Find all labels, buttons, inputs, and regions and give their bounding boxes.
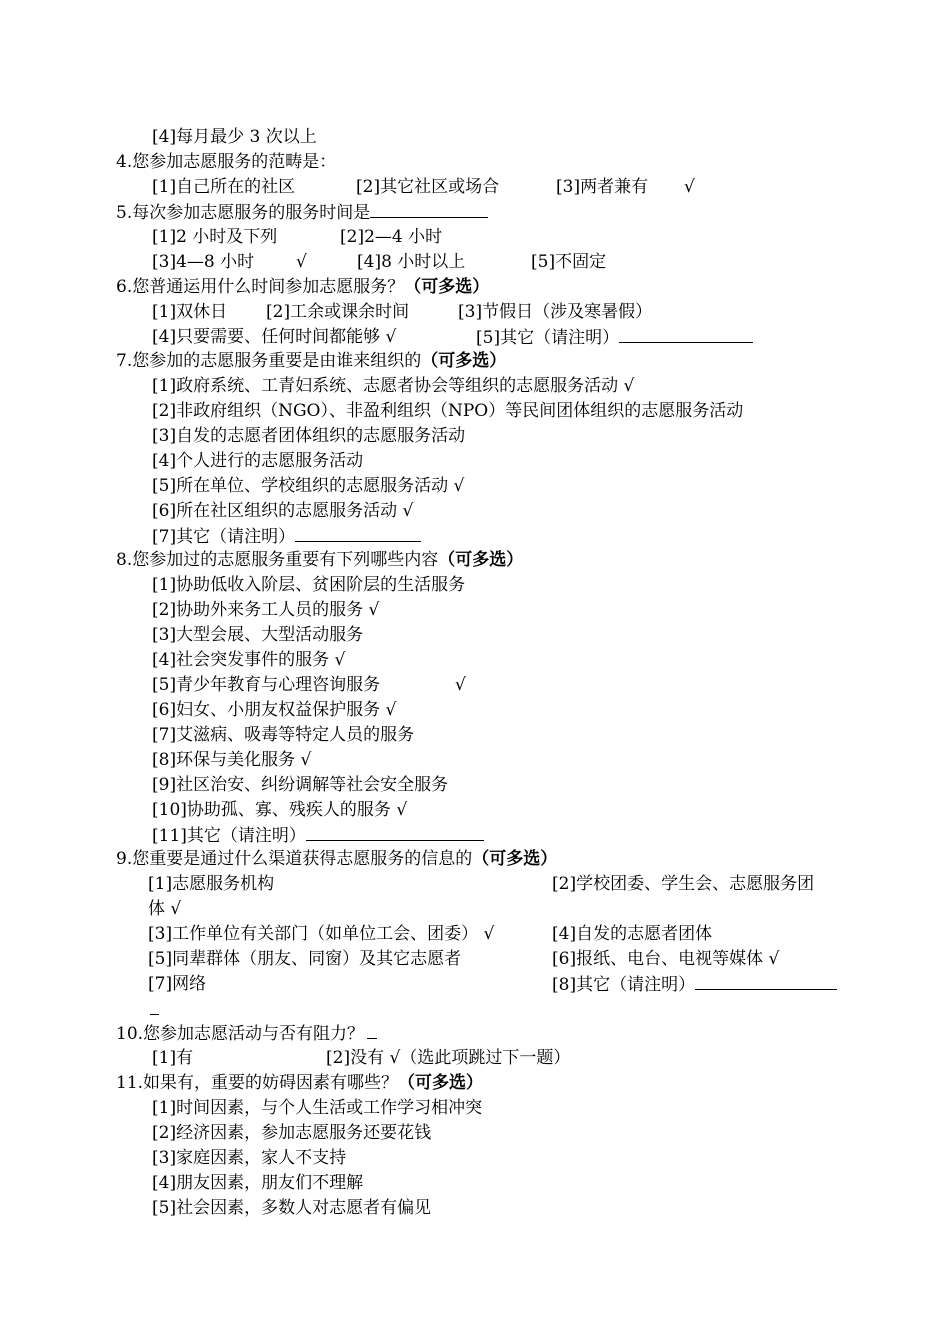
option-text: [2]没有 — [326, 1048, 385, 1068]
option-text: [4]8 小时以上 — [357, 252, 466, 272]
option-line — [152, 1197, 431, 1219]
option-line — [326, 1047, 570, 1069]
checkmark-icon: √ — [334, 650, 346, 670]
option-text: [5]所在单位、学校组织的志愿服务活动 — [152, 476, 449, 496]
option-line — [152, 699, 396, 721]
option-line — [552, 923, 712, 945]
option-text: [5]不固定 — [531, 252, 607, 272]
option-line — [152, 724, 414, 746]
checkmark-icon: √ — [684, 177, 695, 197]
option-text: [1]志愿服务机构 — [148, 874, 275, 894]
option-text: [1]政府系统、工青妇系统、志愿者协会等组织的志愿服务活动 — [152, 376, 619, 396]
option-text: [4]朋友因素，朋友们不理解 — [152, 1173, 364, 1193]
question-text: 4.您参加志愿服务的范畴是： — [116, 152, 337, 172]
option-line — [152, 425, 465, 447]
option-line — [148, 873, 274, 895]
option-text: [2]学校团委、学生会、志愿服务团 — [552, 874, 815, 894]
option-text: [1]2 小时及下列 — [152, 227, 278, 247]
answer-blank — [150, 998, 159, 1015]
option-line — [152, 500, 413, 522]
option-text: [3]两者兼有 — [556, 177, 649, 197]
option-line — [152, 1147, 346, 1169]
option-text: [9]社区治安、纠纷调解等社会安全服务 — [152, 775, 449, 795]
option-line — [340, 226, 442, 248]
option-line — [357, 251, 465, 273]
multi-select-label: （可多选） — [421, 351, 507, 371]
option-text: [5]同辈群体（朋友、同窗）及其它志愿者 — [148, 949, 462, 969]
option-text: [2]非政府组织（NGO）、非盈利组织（NPO）等民间团体组织的志愿服务活动 — [152, 401, 744, 421]
option-line — [152, 475, 464, 497]
question-8 — [116, 549, 523, 571]
option-line — [152, 574, 465, 596]
option-line — [152, 176, 295, 198]
checkmark-icon: √ — [170, 899, 182, 919]
option-text: [8]环保与美化服务 — [152, 750, 296, 770]
option-text: [6]所在社区组织的志愿服务活动 — [152, 501, 398, 521]
question-text: 10.您参加志愿活动与否有阻力？ — [116, 1024, 365, 1044]
question-4 — [116, 151, 336, 173]
option-line — [476, 326, 753, 349]
option-line — [152, 301, 227, 323]
option-text: [2]其它社区或场合 — [356, 177, 500, 197]
option-text: [3]家庭因素，家人不支持 — [152, 1148, 347, 1168]
question-6 — [116, 276, 489, 298]
checkmark-icon: √ — [623, 376, 635, 396]
option-line — [152, 226, 277, 248]
question-text: 5.每次参加志愿服务的服务时间是 — [116, 203, 371, 223]
question-9 — [116, 848, 557, 870]
option-text: [3]自发的志愿者团体组织的志愿服务活动 — [152, 426, 466, 446]
checkmark-icon: √ — [396, 800, 408, 820]
option-note: （选此项跳过下一题） — [400, 1048, 571, 1068]
checkmark-icon: √ — [402, 501, 414, 521]
answer-blank — [367, 1022, 377, 1039]
option-text: [7]网络 — [148, 974, 207, 994]
option-text: [6]报纸、电台、电视等媒体 — [552, 949, 764, 969]
multi-select-label: （可多选） — [438, 550, 524, 570]
option-line — [152, 251, 254, 273]
multi-select-label: （可多选） — [404, 277, 490, 297]
option-line — [266, 301, 409, 323]
option-text: 体 — [148, 899, 165, 919]
option-line — [152, 599, 379, 621]
option-line — [152, 649, 345, 671]
option-line — [152, 1097, 482, 1119]
checkmark-icon: √ — [455, 675, 466, 695]
option-line — [552, 973, 837, 996]
option-line — [152, 624, 363, 646]
option-text: [1]自己所在的社区 — [152, 177, 296, 197]
option-line — [152, 326, 396, 348]
checkmark-icon: √ — [483, 924, 495, 944]
answer-blank — [695, 973, 837, 990]
option-text: [4]只要需要、任何时间都能够 — [152, 327, 381, 347]
question-text: 11.如果有，重要的妨碍因素有哪些？ — [116, 1073, 399, 1093]
option-text: [2]工余或课余时间 — [266, 302, 410, 322]
question-7 — [116, 350, 506, 372]
option-line — [148, 898, 181, 920]
option-line — [152, 799, 407, 821]
option-line — [552, 873, 814, 895]
option-line — [552, 948, 779, 970]
option-text: [10]协助孤、寡、残疾人的服务 — [152, 800, 391, 820]
option-text: [1]协助低收入阶层、贫困阶层的生活服务 — [152, 575, 466, 595]
option-text: [5]社会因素，多数人对志愿者有偏见 — [152, 1198, 432, 1218]
question-10 — [116, 1022, 377, 1045]
checkmark-icon: √ — [368, 600, 380, 620]
option-text: [1]双休日 — [152, 302, 228, 322]
checkmark-icon: √ — [300, 750, 312, 770]
option-line — [356, 176, 499, 198]
option-line — [152, 824, 484, 847]
option-text: [1]有 — [152, 1048, 194, 1068]
option-text: [3]4—8 小时 — [152, 252, 255, 272]
option-text: [3]节假日（涉及寒暑假） — [458, 302, 653, 322]
checkmark-icon: √ — [453, 476, 465, 496]
option-line — [152, 674, 380, 696]
checkmark-icon: √ — [389, 1048, 401, 1068]
option-text: [7]其它（请注明） — [152, 527, 296, 547]
option-line — [148, 973, 206, 995]
multi-select-label: （可多选） — [472, 849, 558, 869]
question-text: 6.您普通运用什么时间参加志愿服务？ — [116, 277, 405, 297]
checkmark-icon: √ — [385, 327, 397, 347]
option-text: [3]工作单位有关部门（如单位工会、团委） — [148, 924, 479, 944]
option-text: [2]2—4 小时 — [340, 227, 443, 247]
option-line — [556, 176, 648, 198]
checkmark-icon: √ — [296, 252, 307, 272]
option-text: [6]妇女、小朋友权益保护服务 — [152, 700, 381, 720]
option-text: [4]每月最少 3 次以上 — [152, 127, 317, 147]
option-line — [152, 1122, 431, 1144]
option-line — [152, 1172, 363, 1194]
option-text: [5]青少年教育与心理咨询服务 — [152, 675, 381, 695]
question-text: 7.您参加的志愿服务重要是由谁来组织的 — [116, 351, 422, 371]
option-text: [2]经济因素，参加志愿服务还要花钱 — [152, 1123, 432, 1143]
option-line — [152, 1047, 193, 1069]
option-line — [148, 948, 461, 970]
checkmark-icon: √ — [385, 700, 397, 720]
option-line — [531, 251, 606, 273]
option-line — [152, 400, 743, 422]
option-line — [458, 301, 652, 323]
option-line — [150, 998, 159, 1021]
answer-blank — [306, 824, 484, 841]
option-text: [5]其它（请注明） — [476, 328, 620, 348]
question-text: 9.您重要是通过什么渠道获得志愿服务的信息的 — [116, 849, 473, 869]
option-text: [4]个人进行的志愿服务活动 — [152, 451, 364, 471]
answer-blank — [295, 525, 421, 542]
checkmark-icon: √ — [768, 949, 780, 969]
question-11 — [116, 1072, 483, 1094]
option-text: [1]时间因素，与个人生活或工作学习相冲突 — [152, 1098, 483, 1118]
option-text: [4]自发的志愿者团体 — [552, 924, 713, 944]
option-line — [152, 525, 421, 548]
option-line — [148, 923, 494, 945]
option-line — [152, 375, 634, 397]
answer-blank — [619, 326, 753, 343]
option-text: [2]协助外来务工人员的服务 — [152, 600, 364, 620]
option-text: [4]社会突发事件的服务 — [152, 650, 330, 670]
option-line — [152, 126, 317, 148]
multi-select-label: （可多选） — [398, 1073, 484, 1093]
option-text: [7]艾滋病、吸毒等特定人员的服务 — [152, 725, 415, 745]
question-text: 8.您参加过的志愿服务重要有下列哪些内容 — [116, 550, 439, 570]
option-line — [152, 450, 363, 472]
option-text: [11]其它（请注明） — [152, 826, 306, 846]
option-line — [152, 749, 311, 771]
option-text: [3]大型会展、大型活动服务 — [152, 625, 364, 645]
answer-blank — [370, 201, 488, 218]
question-5 — [116, 201, 488, 224]
option-text: [8]其它（请注明） — [552, 975, 696, 995]
option-line — [152, 774, 448, 796]
